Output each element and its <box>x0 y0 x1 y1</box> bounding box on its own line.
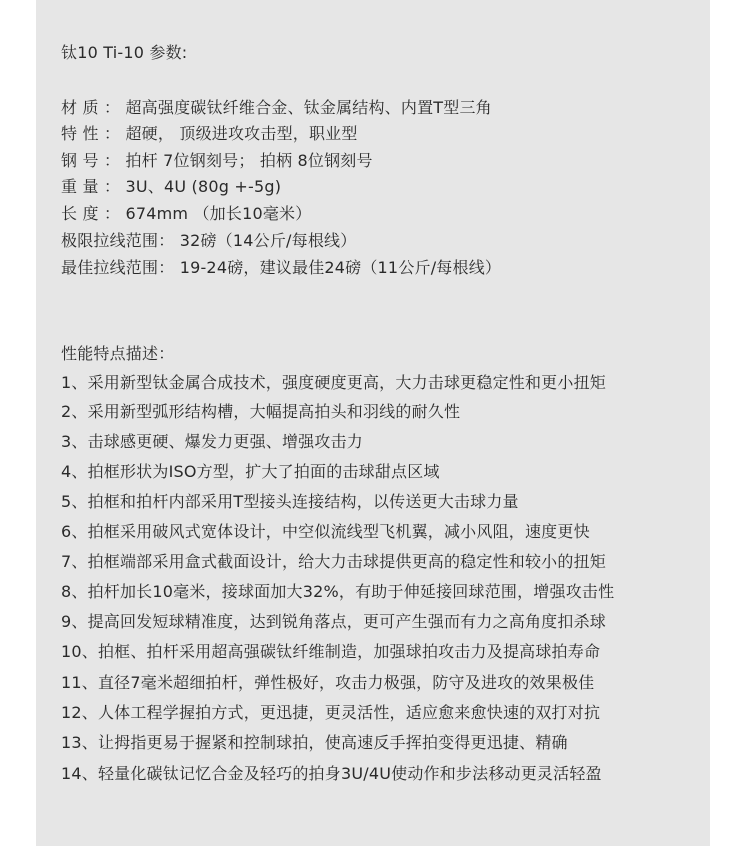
feature-item: 11、直径7毫米超细拍杆，弹性极好，攻击力极强，防守及进攻的效果极佳 <box>61 673 595 692</box>
spec-row-material <box>61 98 492 118</box>
spec-label: 材 质 ： <box>61 98 121 117</box>
spec-label: 钢 号 ： <box>61 151 121 170</box>
tension-value: 32磅（14公斤/每根线） <box>179 231 357 250</box>
feature-item: 12、人体工程学握拍方式，更迅捷，更灵活性，适应愈来愈快速的双打对抗 <box>61 703 601 722</box>
tension-label: 极限拉线范围： <box>61 231 175 250</box>
feature-item: 9、提高回发短球精准度，达到锐角落点，更可产生强而有力之高角度扣杀球 <box>61 612 606 631</box>
tension-label: 最佳拉线范围： <box>61 258 175 277</box>
spec-label: 长 度 ： <box>61 204 121 223</box>
spec-value: 674mm （加长10毫米） <box>125 204 312 223</box>
spec-row-length <box>61 204 311 224</box>
spec-row-property <box>61 124 358 144</box>
spec-value: 拍杆 7位钢刻号； 拍柄 8位钢刻号 <box>125 151 373 170</box>
spec-row-weight <box>61 177 281 197</box>
feature-item: 5、拍框和拍杆内部采用T型接头连接结构，以传送更大击球力量 <box>61 492 519 511</box>
feature-item: 3、击球感更硬、爆发力更强、增强攻击力 <box>61 432 363 451</box>
spec-label: 特 性 ： <box>61 124 121 143</box>
spec-row-serial <box>61 151 373 171</box>
tension-value: 19-24磅，建议最佳24磅（11公斤/每根线） <box>179 258 502 277</box>
feature-item: 7、拍框端部采用盒式截面设计，给大力击球提供更高的稳定性和较小的扭矩 <box>61 552 606 571</box>
feature-item: 6、拍框采用破风式宽体设计，中空似流线型飞机翼，减小风阻，速度更快 <box>61 522 590 541</box>
spec-value: 超硬， 顶级进攻攻击型，职业型 <box>125 124 358 143</box>
spec-label: 重 量 ： <box>61 177 121 196</box>
spec-value: 超高强度碳钛纤维合金、钛金属结构、内置T型三角 <box>125 98 492 117</box>
feature-item: 1、采用新型钛金属合成技术，强度硬度更高，大力击球更稳定性和更小扭矩 <box>61 373 606 392</box>
param-title: 钛10 Ti-10 参数: <box>61 43 188 62</box>
features-title: 性能特点描述： <box>61 344 175 363</box>
feature-item: 14、轻量化碳钛记忆合金及轻巧的拍身3U/4U使动作和步法移动更灵活轻盈 <box>61 764 602 783</box>
tension-limit-row <box>61 231 356 251</box>
feature-item: 10、拍框、拍杆采用超高强碳钛纤维制造，加强球拍攻击力及提高球拍寿命 <box>61 642 601 661</box>
feature-item: 2、采用新型弧形结构槽，大幅提高拍头和羽线的耐久性 <box>61 402 461 421</box>
tension-best-row <box>61 258 501 278</box>
feature-item: 8、拍杆加长10毫米，接球面加大32%，有助于伸延接回球范围，增强攻击性 <box>61 582 615 601</box>
feature-item: 4、拍框形状为ISO方型，扩大了拍面的击球甜点区域 <box>61 462 440 481</box>
feature-item: 13、让拇指更易于握紧和控制球拍，使高速反手挥拍变得更迅捷、精确 <box>61 733 568 752</box>
spec-value: 3U、4U (80g +-5g) <box>125 177 282 196</box>
